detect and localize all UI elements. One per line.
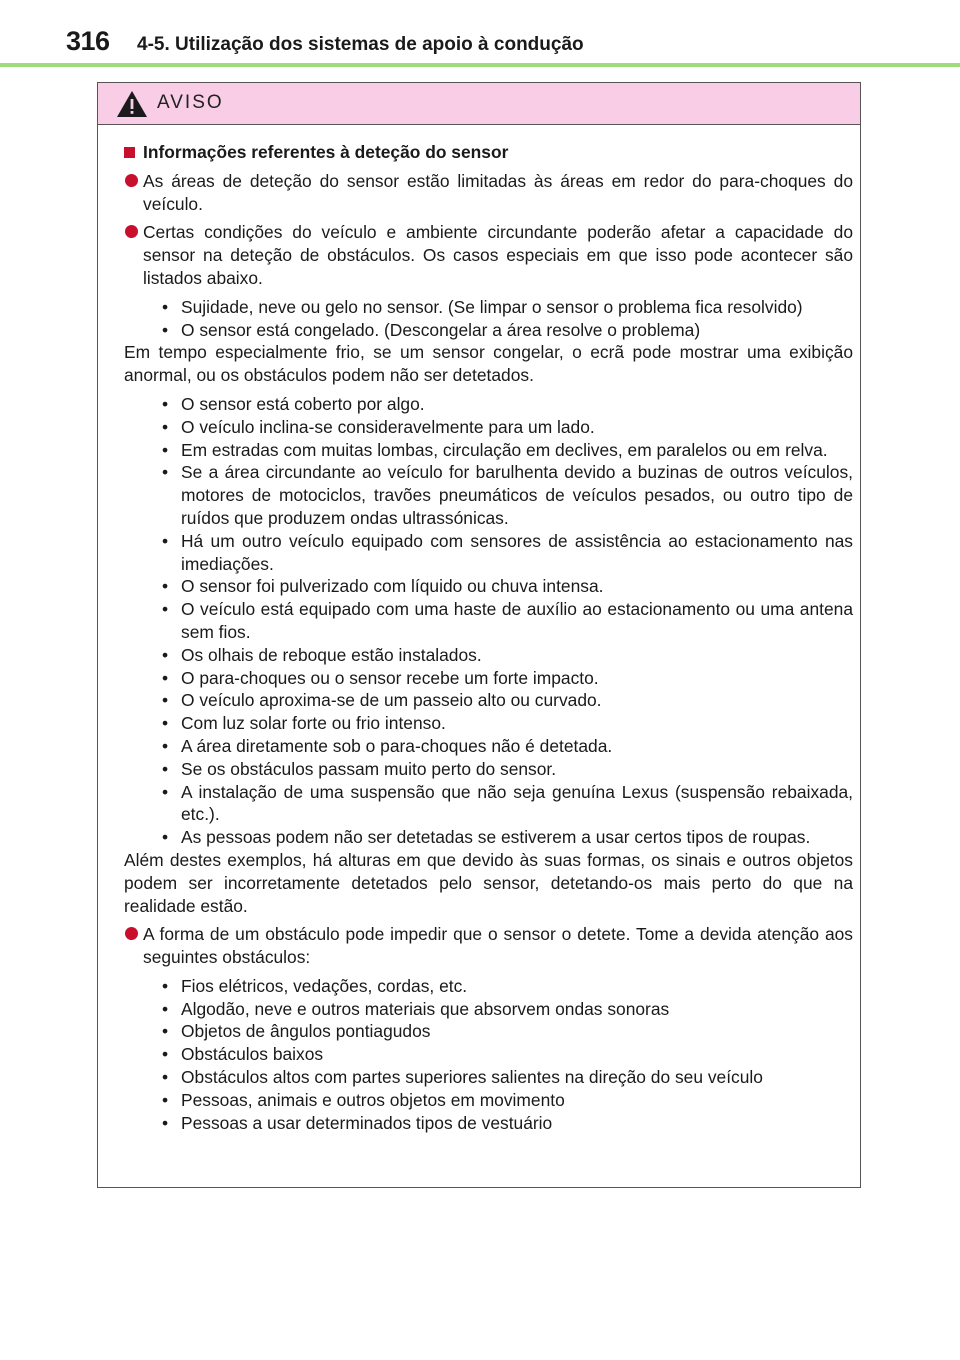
circle-bullet-icon xyxy=(125,927,138,940)
list-item: • O veículo está equipado com uma haste de auxílio ao estacionamento ou uma antena sem fios. xyxy=(162,598,853,644)
circle-item-1 xyxy=(124,170,853,216)
list-item: • Sujidade, neve ou gelo no sensor. (Se limpar o sensor o problema fica resolvido) xyxy=(162,296,853,319)
section-title: 4-5. Utilização dos sistemas de apoio à condução xyxy=(137,34,584,55)
subheading-text: Informações referentes à deteção do sensor xyxy=(143,142,509,162)
warning-content xyxy=(124,141,853,1134)
circle-item-2 xyxy=(124,221,853,289)
list-item: • Os olhais de reboque estão instalados. xyxy=(162,644,853,667)
circle-bullet-icon xyxy=(125,225,138,238)
list-item: • O sensor está coberto por algo. xyxy=(162,393,853,416)
list-item: • Se os obstáculos passam muito perto do sensor. xyxy=(162,758,853,781)
list-item: • A área diretamente sob o para-choques não é detetada. xyxy=(162,735,853,758)
list-item: • As pessoas podem não ser detetadas se estiverem a usar certos tipos de roupas. xyxy=(162,826,853,849)
warning-triangle-icon xyxy=(116,90,148,118)
list-item: • Em estradas com muitas lombas, circulação em declives, em paralelos ou em relva. xyxy=(162,439,853,462)
circle-item-3 xyxy=(124,923,853,969)
list-item: • O sensor foi pulverizado com líquido ou chuva intensa. xyxy=(162,575,853,598)
list-item: • Obstáculos baixos xyxy=(162,1043,853,1066)
page-header xyxy=(0,0,960,70)
warning-box xyxy=(97,82,861,1188)
list-item: • O para-choques ou o sensor recebe um forte impacto. xyxy=(162,667,853,690)
list-item: • O veículo aproxima-se de um passeio alto ou curvado. xyxy=(162,689,853,712)
list-item: • O sensor está congelado. (Descongelar a área resolve o problema) xyxy=(162,319,853,342)
page-number: 316 xyxy=(66,26,110,56)
circle-item-text: As áreas de deteção do sensor estão limitadas às áreas em redor do para-choques do veículo. xyxy=(143,170,853,214)
header-rule xyxy=(0,63,960,67)
list-item: • Fios elétricos, vedações, cordas, etc. xyxy=(162,975,853,998)
square-bullet-icon xyxy=(124,147,135,158)
warning-label: AVISO xyxy=(157,92,224,113)
obstacle-list xyxy=(124,975,853,1135)
paragraph-other-examples: Além destes exemplos, há alturas em que devido às suas formas, os sinais e outros objetos podem ser incorretamente detetados pelo sensor, detetando-os mais perto do que na realidade estão. xyxy=(124,849,853,916)
subheading xyxy=(124,141,853,164)
warning-header xyxy=(98,83,860,125)
circle-item-text: Certas condições do veículo e ambiente circundante poderão afetar a capacidade do sensor na deteção de obstáculos. Os casos especiais em que isso pode acontecer são listados abaixo. xyxy=(143,222,853,288)
circle-item-text: A forma de um obstáculo pode impedir que o sensor o detete. Tome a devida atenção aos seguintes obstáculos: xyxy=(143,924,853,968)
circle-bullet-icon xyxy=(125,174,138,187)
paragraph-cold-weather: Em tempo especialmente frio, se um sensor congelar, o ecrã pode mostrar uma exibição anormal, ou os obstáculos podem não ser detetados. xyxy=(124,342,853,386)
list-item: • Há um outro veículo equipado com sensores de assistência ao estacionamento nas imediações. xyxy=(162,530,853,576)
list-item: • Com luz solar forte ou frio intenso. xyxy=(162,712,853,735)
condition-list-2 xyxy=(124,393,853,849)
list-item: • Se a área circundante ao veículo for barulhenta devido a buzinas de outros veículos, motores de motociclos, travões pneumáticos de veículos pesados, ou outro tipo de ruídos que produzem ondas ultrassónicas. xyxy=(162,461,853,529)
list-item: • Pessoas, animais e outros objetos em movimento xyxy=(162,1089,853,1112)
list-item: • Algodão, neve e outros materiais que absorvem ondas sonoras xyxy=(162,998,853,1021)
list-item: • O veículo inclina-se consideravelmente para um lado. xyxy=(162,416,853,439)
list-item: • Objetos de ângulos pontiagudos xyxy=(162,1020,853,1043)
condition-list-1 xyxy=(124,296,853,342)
list-item: • Pessoas a usar determinados tipos de vestuário xyxy=(162,1112,853,1135)
list-item: • Obstáculos altos com partes superiores salientes na direção do seu veículo xyxy=(162,1066,853,1089)
list-item: • A instalação de uma suspensão que não seja genuína Lexus (suspensão rebaixada, etc.). xyxy=(162,781,853,827)
